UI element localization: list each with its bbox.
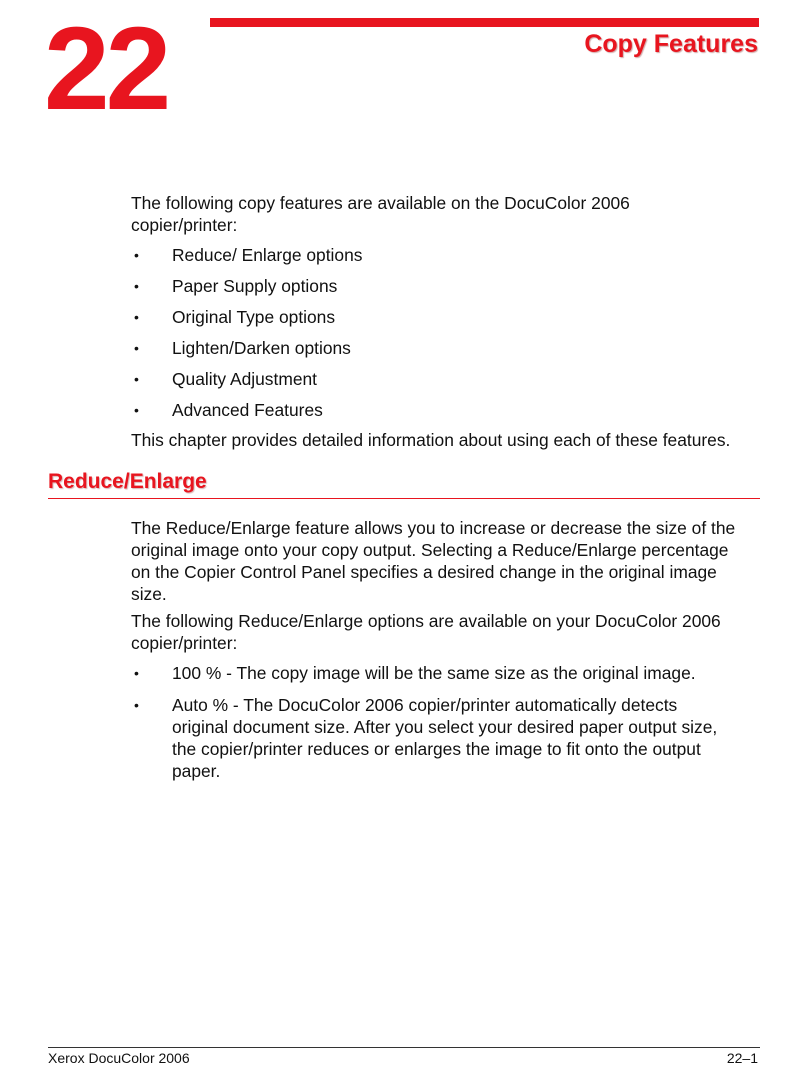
- intro-paragraph: The following copy features are available on the DocuColor 2006 copier/printer:: [131, 193, 630, 235]
- list-item: [131, 662, 732, 684]
- list-item: [131, 244, 761, 275]
- list-item-text: Original Type options: [172, 307, 336, 327]
- bullet-icon: •: [134, 665, 139, 681]
- list-item: [131, 275, 761, 306]
- intro-bullet-list: [131, 244, 761, 430]
- list-item: [131, 399, 761, 430]
- chapter-number: 22: [44, 3, 168, 135]
- section-bullet-list: [131, 662, 761, 792]
- list-item-text: Auto % - The DocuColor 2006 copier/printer automatically detects original document size. After you select your desired paper output size, the copier/printer reduces or enlarges the image to fit onto the output paper.: [172, 695, 718, 781]
- section-paragraph-2: The following Reduce/Enlarge options are available on your DocuColor 2006 copier/printer:: [131, 611, 721, 653]
- bullet-icon: •: [134, 371, 139, 387]
- bullet-icon: •: [134, 278, 139, 294]
- header-rule: [210, 18, 759, 27]
- bullet-icon: •: [134, 247, 139, 263]
- list-item-text: Lighten/Darken options: [172, 338, 351, 358]
- footer-page-number: 22–1: [726, 1050, 758, 1066]
- footer-product-name: Xerox DocuColor 2006: [48, 1050, 190, 1066]
- bullet-icon: •: [134, 309, 139, 325]
- bullet-icon: •: [134, 340, 139, 356]
- list-item-text: 100 % - The copy image will be the same size as the original image.: [172, 663, 696, 683]
- list-item: [131, 306, 761, 337]
- section-heading: Reduce/Enlarge: [48, 470, 207, 493]
- list-item-text: Paper Supply options: [172, 276, 338, 296]
- bullet-icon: •: [134, 402, 139, 418]
- bullet-icon: •: [134, 697, 139, 713]
- chapter-title: Copy Features: [584, 30, 758, 58]
- list-item-text: Reduce/ Enlarge options: [172, 245, 363, 265]
- footer-rule: [48, 1047, 760, 1048]
- list-item: [131, 337, 761, 368]
- section-rule: [48, 498, 760, 499]
- intro-closing-paragraph: This chapter provides detailed information about using each of these features.: [131, 430, 731, 450]
- section-paragraph-1: The Reduce/Enlarge feature allows you to increase or decrease the size of the original image onto your copy output. Selecting a Reduce/Enlarge percentage on the Copier Control Panel specifies a desired change in the original image size.: [131, 518, 736, 604]
- list-item: [131, 694, 732, 782]
- list-item-text: Advanced Features: [172, 400, 323, 420]
- list-item-text: Quality Adjustment: [172, 369, 317, 389]
- list-item: [131, 368, 761, 399]
